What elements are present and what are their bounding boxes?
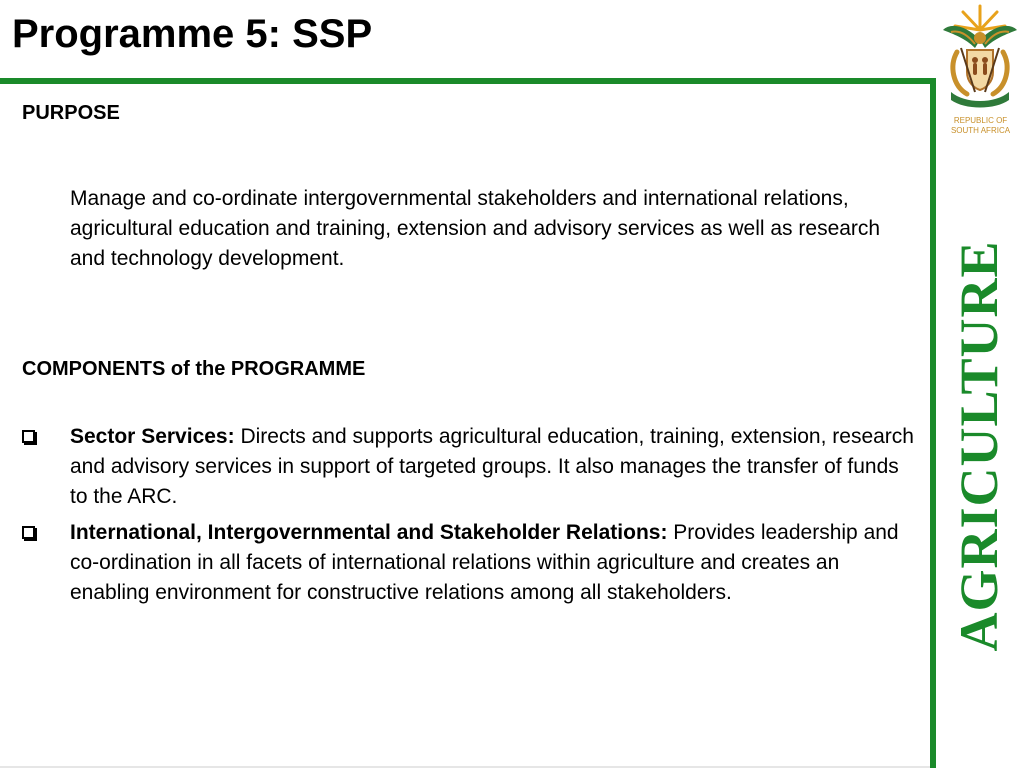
slide-content bbox=[22, 98, 917, 614]
department-side-label: AGRICULTURE bbox=[949, 240, 1009, 652]
component-text: Directs and supports agricultural education, training, extension, research and advisory services in support of targeted groups. It also manages the transfer of funds to the ARC. bbox=[70, 425, 914, 508]
coat-of-arms-icon bbox=[937, 0, 1024, 112]
logo-caption-line2: SOUTH AFRICA bbox=[950, 126, 1011, 135]
logo-caption-line1: REPUBLIC OF bbox=[953, 116, 1008, 125]
component-text: Provides leadership and co-ordination in all facets of international relations within agriculture and creates an enabling environment for constructive relations among all stakeholders. bbox=[70, 521, 899, 604]
logo-caption bbox=[937, 116, 1024, 136]
components-heading: COMPONENTS of the PROGRAMME bbox=[22, 358, 366, 380]
components-list bbox=[22, 422, 917, 608]
component-title: International, Intergovernmental and Stakeholder Relations: bbox=[70, 521, 668, 544]
checkbox-bullet-icon bbox=[22, 430, 35, 443]
slide-title: Programme 5: SSP bbox=[12, 12, 373, 56]
list-item bbox=[22, 518, 917, 608]
list-item bbox=[22, 422, 917, 512]
purpose-text: Manage and co-ordinate intergovernmental stakeholders and international relations, agricultural education and training, extension and advisory services as well as research and technology development. bbox=[70, 187, 881, 270]
side-divider bbox=[930, 78, 936, 768]
purpose-heading: PURPOSE bbox=[22, 102, 120, 124]
top-divider bbox=[0, 78, 936, 84]
checkbox-bullet-icon bbox=[22, 526, 35, 539]
component-title: Sector Services: bbox=[70, 425, 235, 448]
